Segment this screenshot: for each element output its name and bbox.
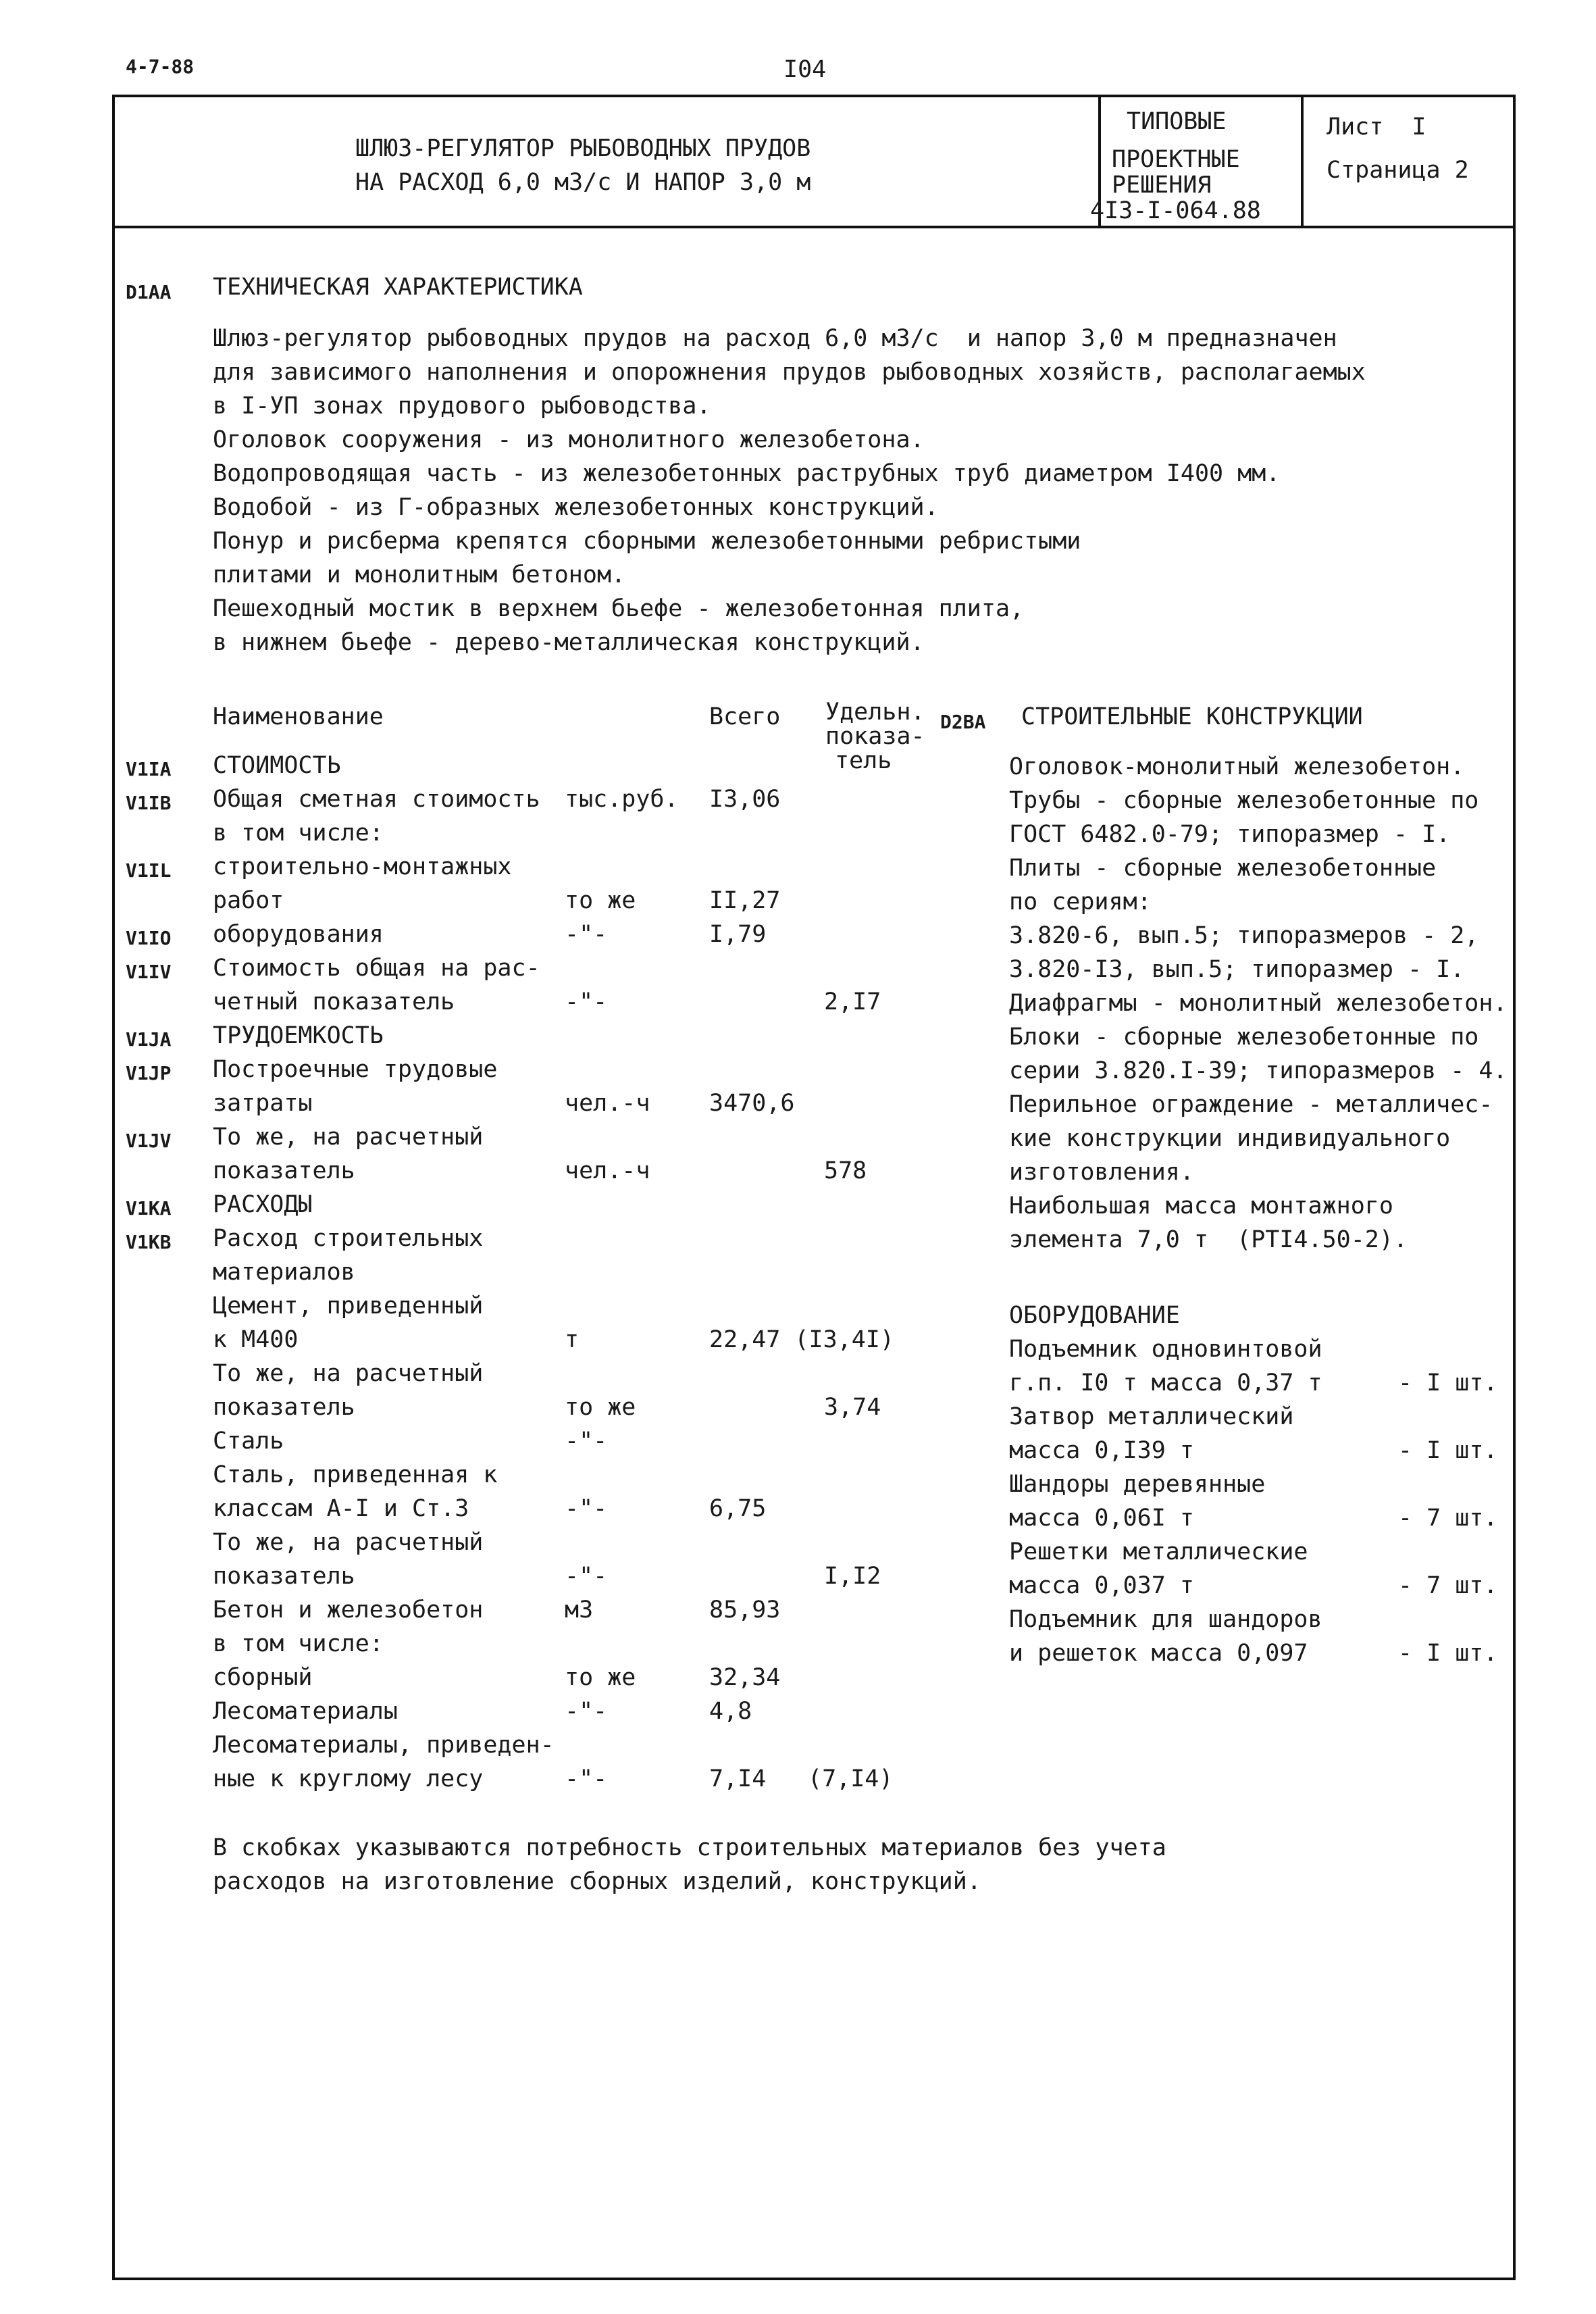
construction-line: 3.820-I3, вып.5; типоразмер - I. xyxy=(1009,956,1465,983)
row-name: Сталь, приведенная к xyxy=(213,1461,498,1488)
stamp-page-line: Страница 2 xyxy=(1327,157,1469,184)
equipment-quantity: - I шт. xyxy=(1398,1640,1498,1667)
description-line: для зависимого наполнения и опорожнения прудов рыбоводных хозяйств, располагаемых xyxy=(213,359,1366,386)
construction-line: ГОСТ 6482.0-79; типоразмер - I. xyxy=(1009,821,1451,848)
doc-code: 4-7-88 xyxy=(126,55,195,78)
equipment-name: Шандоры деревянные xyxy=(1009,1471,1266,1498)
stamp-title-line-1: ШЛЮЗ-РЕГУЛЯТОР РЫБОВОДНЫХ ПРУДОВ xyxy=(355,135,811,162)
row-name: классам А-I и Ст.3 xyxy=(213,1495,469,1522)
row-unit: -"- xyxy=(565,1495,608,1522)
frame-right xyxy=(1513,95,1516,2280)
construction-line: кие конструкции индивидуального xyxy=(1009,1125,1451,1152)
stamp-title-line-2: НА РАСХОД 6,0 м3/с И НАПОР 3,0 м xyxy=(355,169,811,196)
constructions-code: D2BA xyxy=(940,711,986,733)
row-unit: -"- xyxy=(565,921,608,948)
equipment-quantity: - I шт. xyxy=(1398,1437,1498,1464)
stamp-series-line-2: ПРОЕКТНЫЕ xyxy=(1112,146,1240,173)
constructions-heading: СТРОИТЕЛЬНЫЕ КОНСТРУКЦИИ xyxy=(1021,703,1363,730)
row-name: показатель xyxy=(213,1157,355,1184)
section-code: D1AA xyxy=(126,281,172,303)
row-unit: то же xyxy=(565,1664,636,1691)
row-total: 7,I4 xyxy=(709,1765,767,1792)
row-code: V1JP xyxy=(126,1062,172,1084)
row-unit: чел.-ч xyxy=(565,1157,650,1184)
row-code: V1IO xyxy=(126,927,172,949)
row-code: V1IV xyxy=(126,961,172,983)
row-total: 3470,6 xyxy=(709,1090,795,1117)
construction-line: Диафрагмы - монолитный железобетон. xyxy=(1009,990,1508,1017)
section-heading: ТЕХНИЧЕСКАЯ ХАРАКТЕРИСТИКА xyxy=(213,274,583,301)
row-name: Лесоматериалы, приведен- xyxy=(213,1732,555,1759)
row-name: То же, на расчетный xyxy=(213,1124,484,1151)
row-total: 32,34 xyxy=(709,1664,781,1691)
construction-line: Наибольшая масса монтажного xyxy=(1009,1192,1393,1219)
construction-line: Перильное ограждение - металличес- xyxy=(1009,1091,1493,1118)
description-line: Оголовок сооружения - из монолитного железобетона. xyxy=(213,426,925,453)
row-name: затраты xyxy=(213,1090,313,1117)
row-code: V1IB xyxy=(126,792,172,814)
row-code: V1JV xyxy=(126,1130,172,1152)
row-code: V1KB xyxy=(126,1231,172,1253)
equipment-quantity: - I шт. xyxy=(1398,1369,1498,1397)
row-total: 4,8 xyxy=(709,1698,752,1725)
row-unit: т xyxy=(565,1326,580,1353)
row-specific: (7,I4) xyxy=(808,1765,894,1792)
frame-top xyxy=(112,95,1516,97)
stamp-series-line-1: ТИПОВЫЕ xyxy=(1127,108,1227,135)
row-code: V1KA xyxy=(126,1197,172,1219)
row-unit: -"- xyxy=(565,1698,608,1725)
column-header-name: Наименование xyxy=(213,703,384,730)
row-specific: 578 xyxy=(824,1157,867,1184)
row-code: V1IL xyxy=(126,859,172,882)
row-total: 22,47 (I3,4I) xyxy=(709,1326,894,1353)
row-unit: -"- xyxy=(565,1765,608,1792)
construction-line: серии 3.820.I-39; типоразмеров - 4. xyxy=(1009,1057,1508,1084)
construction-line: элемента 7,0 т (РТI4.50-2). xyxy=(1009,1226,1408,1253)
description-line: Водобой - из Г-образных железобетонных конструкций. xyxy=(213,494,939,521)
equipment-quantity: - 7 шт. xyxy=(1398,1572,1498,1599)
equipment-heading: ОБОРУДОВАНИЕ xyxy=(1009,1302,1180,1329)
description-line: плитами и монолитным бетоном. xyxy=(213,561,626,588)
construction-line: Трубы - сборные железобетонные по xyxy=(1009,787,1479,814)
row-name: ТРУДОЕМКОСТЬ xyxy=(213,1022,384,1049)
row-name: РАСХОДЫ xyxy=(213,1191,313,1218)
row-name: Расход строительных xyxy=(213,1225,484,1252)
equipment-name: Решетки металлические xyxy=(1009,1538,1308,1565)
row-unit: то же xyxy=(565,1394,636,1421)
row-name: в том числе: xyxy=(213,1630,384,1657)
construction-line: Блоки - сборные железобетонные по xyxy=(1009,1024,1479,1051)
equipment-name: Подъемник одновинтовой xyxy=(1009,1336,1322,1363)
row-total: 6,75 xyxy=(709,1495,767,1522)
row-unit: чел.-ч xyxy=(565,1090,650,1117)
frame-left xyxy=(112,95,115,2280)
stamp-divider-2 xyxy=(1301,95,1304,226)
row-name: ные к круглому лесу xyxy=(213,1765,484,1792)
equipment-detail: масса 0,06I т xyxy=(1009,1505,1194,1532)
row-name: оборудования xyxy=(213,921,384,948)
column-header-total: Всего xyxy=(709,703,781,730)
stamp-bottom xyxy=(112,226,1516,228)
row-total: II,27 xyxy=(709,887,781,914)
row-name: Построечные трудовые xyxy=(213,1056,498,1083)
column-header-specific-line-3: тель xyxy=(835,747,892,774)
description-line: в нижнем бьефе - дерево-металлическая конструкций. xyxy=(213,629,925,656)
row-name: строительно-монтажных xyxy=(213,853,512,880)
equipment-detail: масса 0,037 т xyxy=(1009,1572,1194,1599)
row-name: материалов xyxy=(213,1259,355,1286)
row-name: в том числе: xyxy=(213,820,384,847)
row-name: к М400 xyxy=(213,1326,299,1353)
row-unit: м3 xyxy=(565,1596,594,1624)
row-name: Стоимость общая на рас- xyxy=(213,955,540,982)
row-name: показатель xyxy=(213,1394,355,1421)
row-code: V1IA xyxy=(126,758,172,780)
row-name: Лесоматериалы xyxy=(213,1698,398,1725)
row-name: Сталь xyxy=(213,1428,284,1455)
footnote-line: расходов на изготовление сборных изделий, конструкций. xyxy=(213,1868,981,1895)
equipment-name: Затвор металлический xyxy=(1009,1403,1294,1430)
row-specific: I,I2 xyxy=(824,1563,881,1590)
row-total: I3,06 xyxy=(709,786,781,813)
row-total: I,79 xyxy=(709,921,767,948)
row-name: СТОИМОСТЬ xyxy=(213,752,341,779)
stamp-series-line-3: РЕШЕНИЯ xyxy=(1112,172,1212,199)
column-header-specific-line-2: показа- xyxy=(825,723,925,750)
construction-line: по сериям: xyxy=(1009,888,1152,915)
row-unit: тыс.руб. xyxy=(565,786,679,813)
equipment-name: Подъемник для шандоров xyxy=(1009,1606,1322,1633)
row-specific: 2,I7 xyxy=(824,988,881,1015)
row-unit: то же xyxy=(565,887,636,914)
description-line: в I-УП зонах прудового рыбоводства. xyxy=(213,393,711,420)
equipment-detail: масса 0,I39 т xyxy=(1009,1437,1194,1464)
row-total: 85,93 xyxy=(709,1596,781,1624)
row-name: Бетон и железобетон xyxy=(213,1596,484,1624)
column-header-specific-line-1: Удельн. xyxy=(825,699,925,726)
row-name: работ xyxy=(213,887,284,914)
construction-line: Оголовок-монолитный железобетон. xyxy=(1009,753,1465,780)
equipment-quantity: - 7 шт. xyxy=(1398,1505,1498,1532)
row-name: показатель xyxy=(213,1563,355,1590)
row-unit: -"- xyxy=(565,1428,608,1455)
row-name: четный показатель xyxy=(213,988,455,1015)
equipment-detail: г.п. I0 т масса 0,37 т xyxy=(1009,1369,1322,1397)
footnote-line: В скобках указываются потребность строительных материалов без учета xyxy=(213,1834,1166,1861)
description-line: Шлюз-регулятор рыбоводных прудов на расход 6,0 м3/с и напор 3,0 м предназначен xyxy=(213,325,1337,352)
stamp-sheet-line: Лист I xyxy=(1327,114,1426,141)
row-specific: 3,74 xyxy=(824,1394,881,1421)
row-name: сборный xyxy=(213,1664,313,1691)
row-name: Общая сметная стоимость xyxy=(213,786,540,813)
construction-line: 3.820-6, вып.5; типоразмеров - 2, xyxy=(1009,922,1479,949)
row-name: То же, на расчетный xyxy=(213,1529,484,1556)
row-code: V1JA xyxy=(126,1028,172,1051)
equipment-detail: и решеток масса 0,097 xyxy=(1009,1640,1308,1667)
description-line: Понур и рисберма крепятся сборными железобетонными ребристыми xyxy=(213,528,1081,555)
description-line: Пешеходный мостик в верхнем бьефе - железобетонная плита, xyxy=(213,595,1025,622)
row-name: То же, на расчетный xyxy=(213,1360,484,1387)
row-name: Цемент, приведенный xyxy=(213,1292,484,1319)
row-unit: -"- xyxy=(565,1563,608,1590)
description-line: Водопроводящая часть - из железобетонных раструбных труб диаметром I400 мм. xyxy=(213,460,1281,487)
page-number: I04 xyxy=(783,56,827,83)
frame-bottom xyxy=(112,2278,1516,2280)
construction-line: изготовления. xyxy=(1009,1159,1194,1186)
construction-line: Плиты - сборные железобетонные xyxy=(1009,855,1437,882)
row-unit: -"- xyxy=(565,988,608,1015)
stamp-series-line-4: 4I3-I-064.88 xyxy=(1090,197,1261,224)
